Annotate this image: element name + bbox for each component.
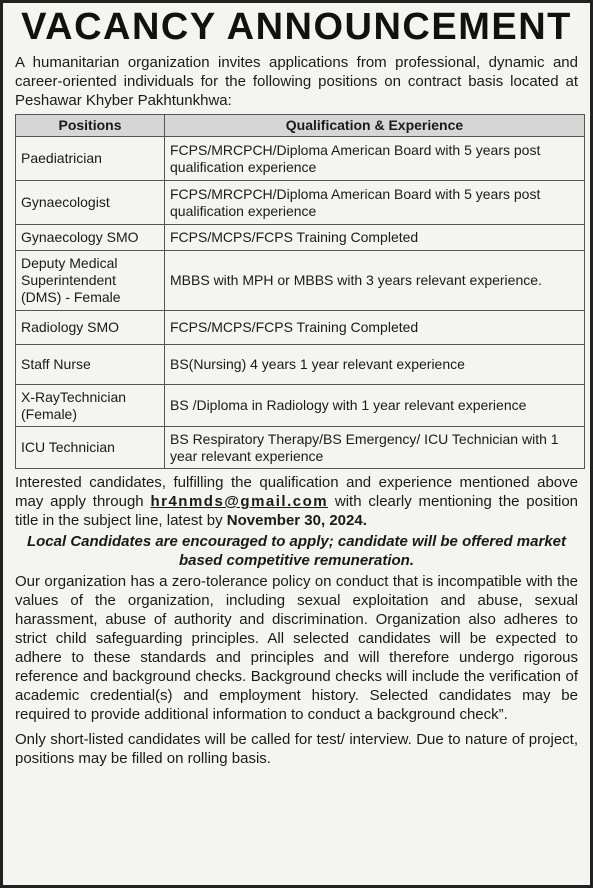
position-cell: X-RayTechnician (Female) [16,385,165,427]
announcement-title: VACANCY ANNOUNCEMENT [21,6,572,48]
local-candidates-note: Local Candidates are encouraged to apply; candidate will be offered market based competitive remuneration. [26,533,567,569]
position-cell: ICU Technician [16,427,165,469]
positions-table [15,114,585,469]
table-header-row [16,115,585,137]
table-row [16,311,585,345]
qualification-cell: FCPS/MCPS/FCPS Training Completed [165,311,585,345]
intro-paragraph: A humanitarian organization invites applications from professional, dynamic and career-oriented individuals for the following positions on contract basis located at Peshawar Khyber Pakhtunkhwa: [15,54,578,109]
qualification-header: Qualification & Experience [165,115,585,137]
table-row [16,181,585,225]
table-row [16,251,585,311]
table-row [16,427,585,469]
position-cell: Radiology SMO [16,311,165,345]
deadline-date: November 30, 2024. [226,512,367,529]
qualification-cell: FCPS/MCPS/FCPS Training Completed [165,225,585,251]
position-cell: Paediatrician [16,137,165,181]
table-row [16,345,585,385]
table-row [16,225,585,251]
position-cell: Gynaecologist [16,181,165,225]
qualification-cell: FCPS/MRCPCH/Diploma American Board with 5 years post qualification experience [165,181,585,225]
positions-header: Positions [16,115,165,137]
application-paragraph [15,473,578,530]
qualification-cell: BS(Nursing) 4 years 1 year relevant experience [165,345,585,385]
position-cell: Gynaecology SMO [16,225,165,251]
table-row [16,385,585,427]
table-row [16,137,585,181]
qualification-cell: BS /Diploma in Radiology with 1 year relevant experience [165,385,585,427]
policy-paragraph: Our organization has a zero-tolerance policy on conduct that is incompatible with the values of the organization, including sexual exploitation and abuse, sexual harassment, abuse of authority and discrimination. Organization also adheres to strict child safeguarding principles. All selected candidates will be expected to adhere to these standards and principles and will therefore undergo rigorous reference and background checks. Background checks will include the verification of academic credential(s) and employment history. Selected candidates may be required to provide additional information to conduct a background check”. [15,573,578,723]
qualification-cell: BS Respiratory Therapy/BS Emergency/ ICU Technician with 1 year relevant experience [165,427,585,469]
email-address[interactable]: hr4nmds@gmail.com [150,493,329,510]
closing-paragraph: Only short-listed candidates will be called for test/ interview. Due to nature of project, positions may be filled on rolling basis. [15,731,578,767]
position-cell: Deputy Medical Superintendent (DMS) - Female [16,251,165,311]
qualification-cell: MBBS with MPH or MBBS with 3 years relevant experience. [165,251,585,311]
application-text-before: Interested candidates, fulfilling the qualification and experience mentioned above may apply through [15,474,578,510]
position-cell: Staff Nurse [16,345,165,385]
qualification-cell: FCPS/MRCPCH/Diploma American Board with 5 years post qualification experience [165,137,585,181]
application-text-after: with clearly mentioning the position title in the subject line, latest by [15,493,578,529]
